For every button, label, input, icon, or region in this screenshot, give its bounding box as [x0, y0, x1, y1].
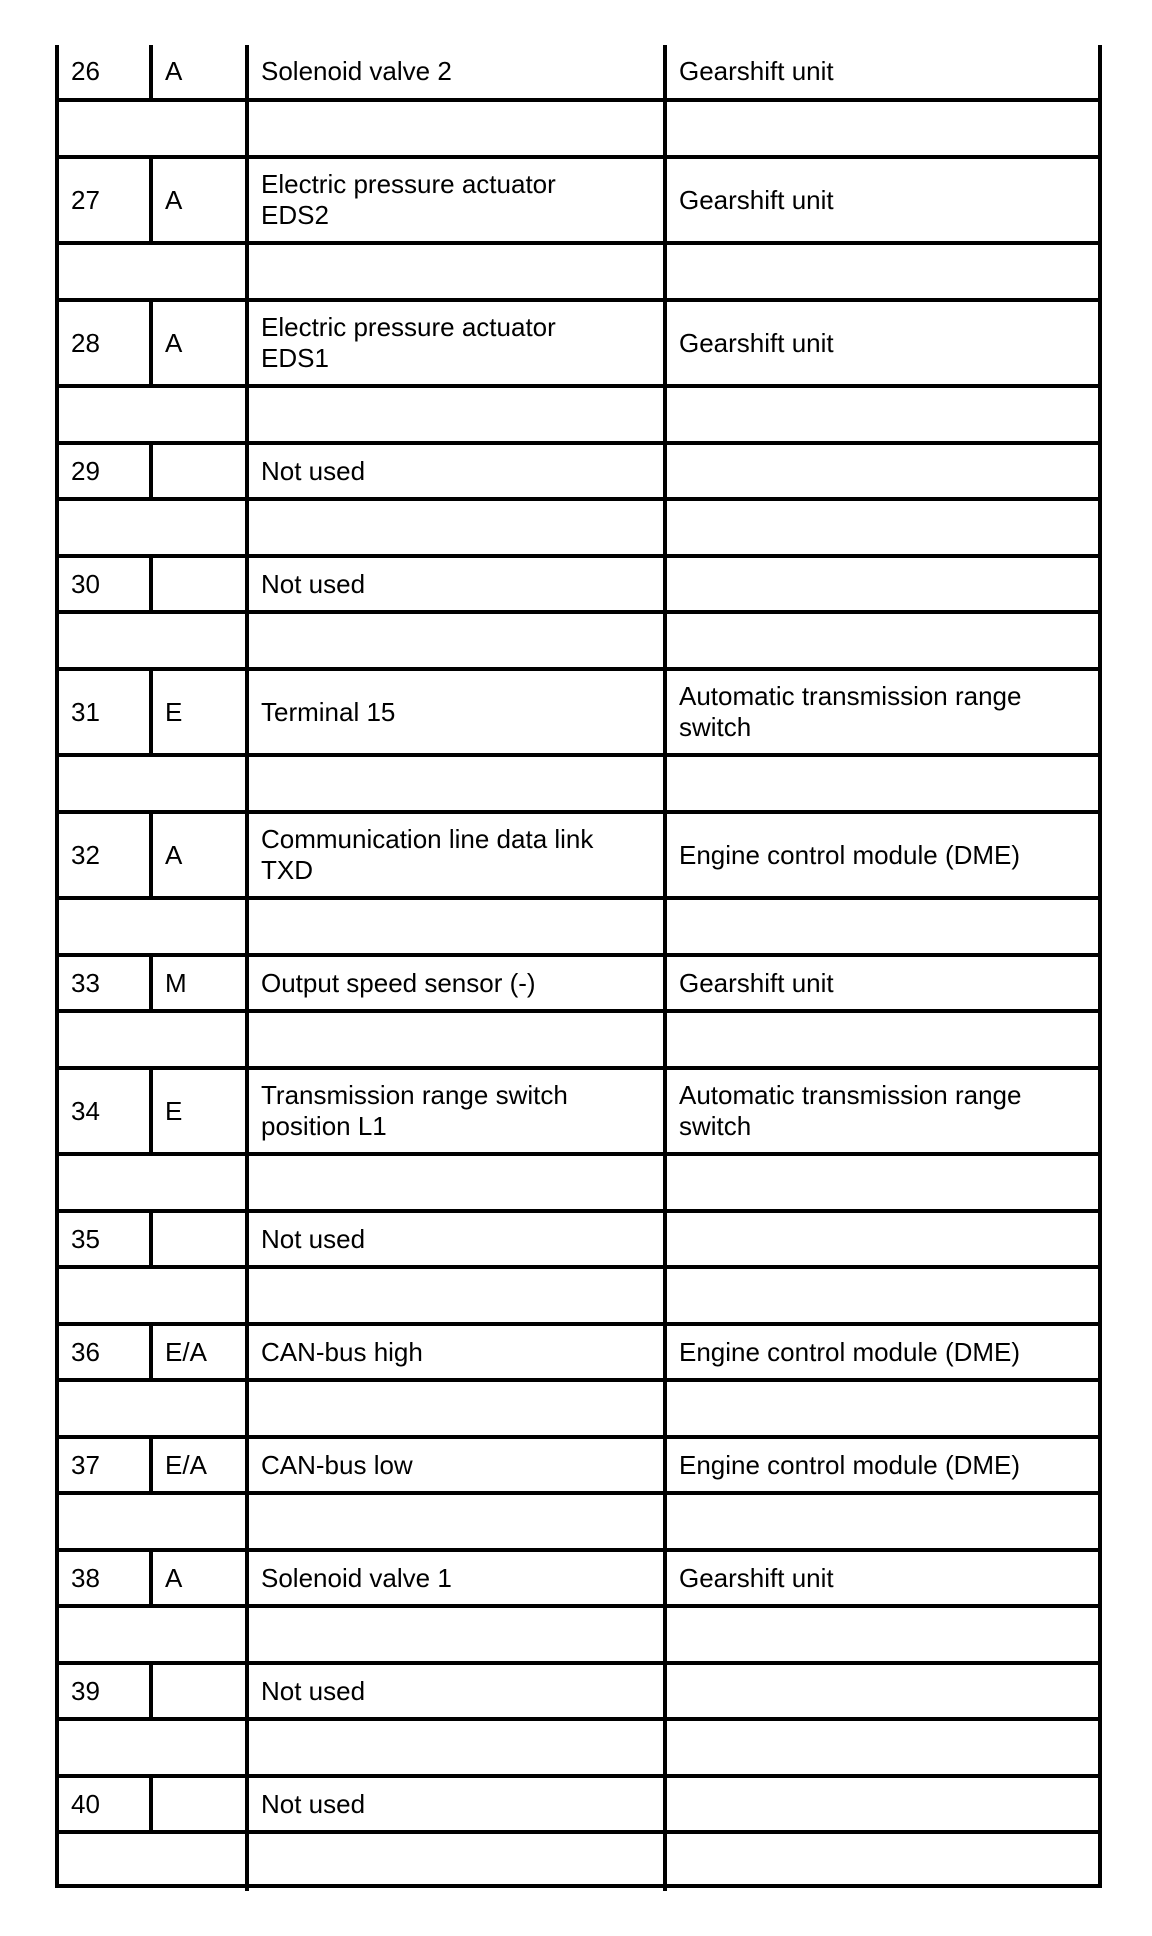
- signal-type: [153, 1213, 249, 1265]
- pin-number: 33: [59, 957, 153, 1009]
- signal-description: Solenoid valve 2: [249, 45, 667, 98]
- empty-cell: [667, 1156, 1098, 1209]
- empty-cell: [59, 1608, 249, 1661]
- connected-component: Gearshift unit: [679, 1562, 834, 1593]
- pin-number: 27: [59, 159, 153, 241]
- table-row: [55, 814, 1102, 900]
- empty-cell: [249, 1156, 667, 1209]
- empty-cell: [59, 102, 249, 155]
- empty-cell: [249, 614, 667, 667]
- signal-type: A: [153, 45, 249, 98]
- connected-component: [667, 445, 1098, 497]
- connected-component: Gearshift unit: [679, 327, 834, 358]
- signal-description: Not used: [249, 1213, 667, 1265]
- empty-cell: [667, 900, 1098, 953]
- empty-cell: [667, 1013, 1098, 1066]
- empty-cell: [59, 900, 249, 953]
- connected-component: [667, 1778, 1098, 1830]
- table-spacer-row: [55, 1156, 1102, 1213]
- empty-cell: [667, 1721, 1098, 1774]
- pin-number: 37: [59, 1439, 153, 1491]
- connected-component: [667, 558, 1098, 610]
- empty-cell: [59, 388, 249, 441]
- empty-cell: [59, 501, 249, 554]
- table-row: [55, 1552, 1102, 1608]
- pin-number: 40: [59, 1778, 153, 1830]
- pin-number: 38: [59, 1552, 153, 1604]
- pin-number: 28: [59, 302, 153, 384]
- table-row: [55, 1213, 1102, 1269]
- signal-description: Electric pressure actuator EDS1: [249, 302, 667, 384]
- table-spacer-row: [55, 1834, 1102, 1891]
- connected-component: Automatic transmission range switch: [679, 1080, 1022, 1141]
- empty-cell: [249, 757, 667, 810]
- signal-type: E/A: [153, 1326, 249, 1378]
- table-row: [55, 159, 1102, 245]
- empty-cell: [667, 1382, 1098, 1435]
- empty-cell: [59, 1269, 249, 1322]
- signal-type: A: [153, 159, 249, 241]
- signal-description: Not used: [249, 1778, 667, 1830]
- empty-cell: [249, 501, 667, 554]
- table-row: [55, 1778, 1102, 1834]
- signal-type: A: [153, 814, 249, 896]
- connected-component: Engine control module (DME): [679, 1449, 1021, 1480]
- empty-cell: [59, 245, 249, 298]
- pin-number: 26: [59, 45, 153, 98]
- signal-type: [153, 445, 249, 497]
- empty-cell: [667, 1269, 1098, 1322]
- table-spacer-row: [55, 1721, 1102, 1778]
- empty-cell: [249, 245, 667, 298]
- empty-cell: [249, 102, 667, 155]
- empty-cell: [667, 388, 1098, 441]
- signal-description: Not used: [249, 558, 667, 610]
- connected-component: Engine control module (DME): [679, 1336, 1021, 1367]
- signal-description: Terminal 15: [249, 671, 667, 753]
- table-spacer-row: [55, 501, 1102, 558]
- table-spacer-row: [55, 757, 1102, 814]
- signal-description: Not used: [249, 1665, 667, 1717]
- table-row: [55, 1070, 1102, 1156]
- connected-component: [667, 1665, 1098, 1717]
- connected-component: Automatic transmission range switch: [679, 681, 1022, 742]
- signal-description: Not used: [249, 445, 667, 497]
- connected-component: [667, 1213, 1098, 1265]
- pin-number: 39: [59, 1665, 153, 1717]
- table-row: [55, 558, 1102, 614]
- table-row: [55, 957, 1102, 1013]
- table-spacer-row: [55, 102, 1102, 159]
- table-spacer-row: [55, 1382, 1102, 1439]
- empty-cell: [59, 1013, 249, 1066]
- empty-cell: [667, 614, 1098, 667]
- empty-cell: [59, 1721, 249, 1774]
- empty-cell: [667, 1834, 1098, 1891]
- signal-description: Output speed sensor (-): [249, 957, 667, 1009]
- signal-description: Communication line data link TXD: [249, 814, 667, 896]
- table-row: [55, 45, 1102, 102]
- empty-cell: [667, 1495, 1098, 1548]
- connected-component: Gearshift unit: [679, 56, 834, 86]
- empty-cell: [59, 1156, 249, 1209]
- pin-number: 34: [59, 1070, 153, 1152]
- empty-cell: [59, 1382, 249, 1435]
- empty-cell: [59, 614, 249, 667]
- signal-description: CAN-bus high: [249, 1326, 667, 1378]
- table-row: [55, 445, 1102, 501]
- empty-cell: [59, 1495, 249, 1548]
- signal-type: A: [153, 302, 249, 384]
- table-row: [55, 1326, 1102, 1382]
- table-spacer-row: [55, 1495, 1102, 1552]
- pin-number: 29: [59, 445, 153, 497]
- table-spacer-row: [55, 1269, 1102, 1326]
- table-spacer-row: [55, 614, 1102, 671]
- pin-number: 30: [59, 558, 153, 610]
- pin-number: 32: [59, 814, 153, 896]
- empty-cell: [667, 757, 1098, 810]
- connected-component: Gearshift unit: [679, 184, 834, 215]
- table-spacer-row: [55, 900, 1102, 957]
- empty-cell: [249, 900, 667, 953]
- table-spacer-row: [55, 245, 1102, 302]
- empty-cell: [667, 245, 1098, 298]
- pin-number: 35: [59, 1213, 153, 1265]
- connected-component: Engine control module (DME): [679, 839, 1021, 870]
- signal-description: Solenoid valve 1: [249, 1552, 667, 1604]
- empty-cell: [249, 1721, 667, 1774]
- empty-cell: [249, 1269, 667, 1322]
- signal-description: Electric pressure actuator EDS2: [249, 159, 667, 241]
- connected-component: Gearshift unit: [679, 967, 834, 998]
- table-row: [55, 1439, 1102, 1495]
- pin-number: 36: [59, 1326, 153, 1378]
- empty-cell: [59, 757, 249, 810]
- signal-type: E/A: [153, 1439, 249, 1491]
- empty-cell: [249, 1382, 667, 1435]
- empty-cell: [249, 1495, 667, 1548]
- table-spacer-row: [55, 1608, 1102, 1665]
- table-row: [55, 1665, 1102, 1721]
- signal-type: A: [153, 1552, 249, 1604]
- signal-type: [153, 1778, 249, 1830]
- signal-type: [153, 558, 249, 610]
- empty-cell: [249, 388, 667, 441]
- pin-number: 31: [59, 671, 153, 753]
- empty-cell: [667, 102, 1098, 155]
- signal-description: Transmission range switch position L1: [249, 1070, 667, 1152]
- empty-cell: [249, 1608, 667, 1661]
- table-spacer-row: [55, 388, 1102, 445]
- table-spacer-row: [55, 1013, 1102, 1070]
- signal-type: [153, 1665, 249, 1717]
- signal-type: E: [153, 1070, 249, 1152]
- empty-cell: [249, 1013, 667, 1066]
- empty-cell: [667, 501, 1098, 554]
- table-row: [55, 302, 1102, 388]
- signal-description: CAN-bus low: [249, 1439, 667, 1491]
- table-row: [55, 671, 1102, 757]
- empty-cell: [59, 1834, 249, 1891]
- pin-assignment-table: [55, 45, 1102, 1888]
- empty-cell: [249, 1834, 667, 1891]
- empty-cell: [667, 1608, 1098, 1661]
- signal-type: E: [153, 671, 249, 753]
- signal-type: M: [153, 957, 249, 1009]
